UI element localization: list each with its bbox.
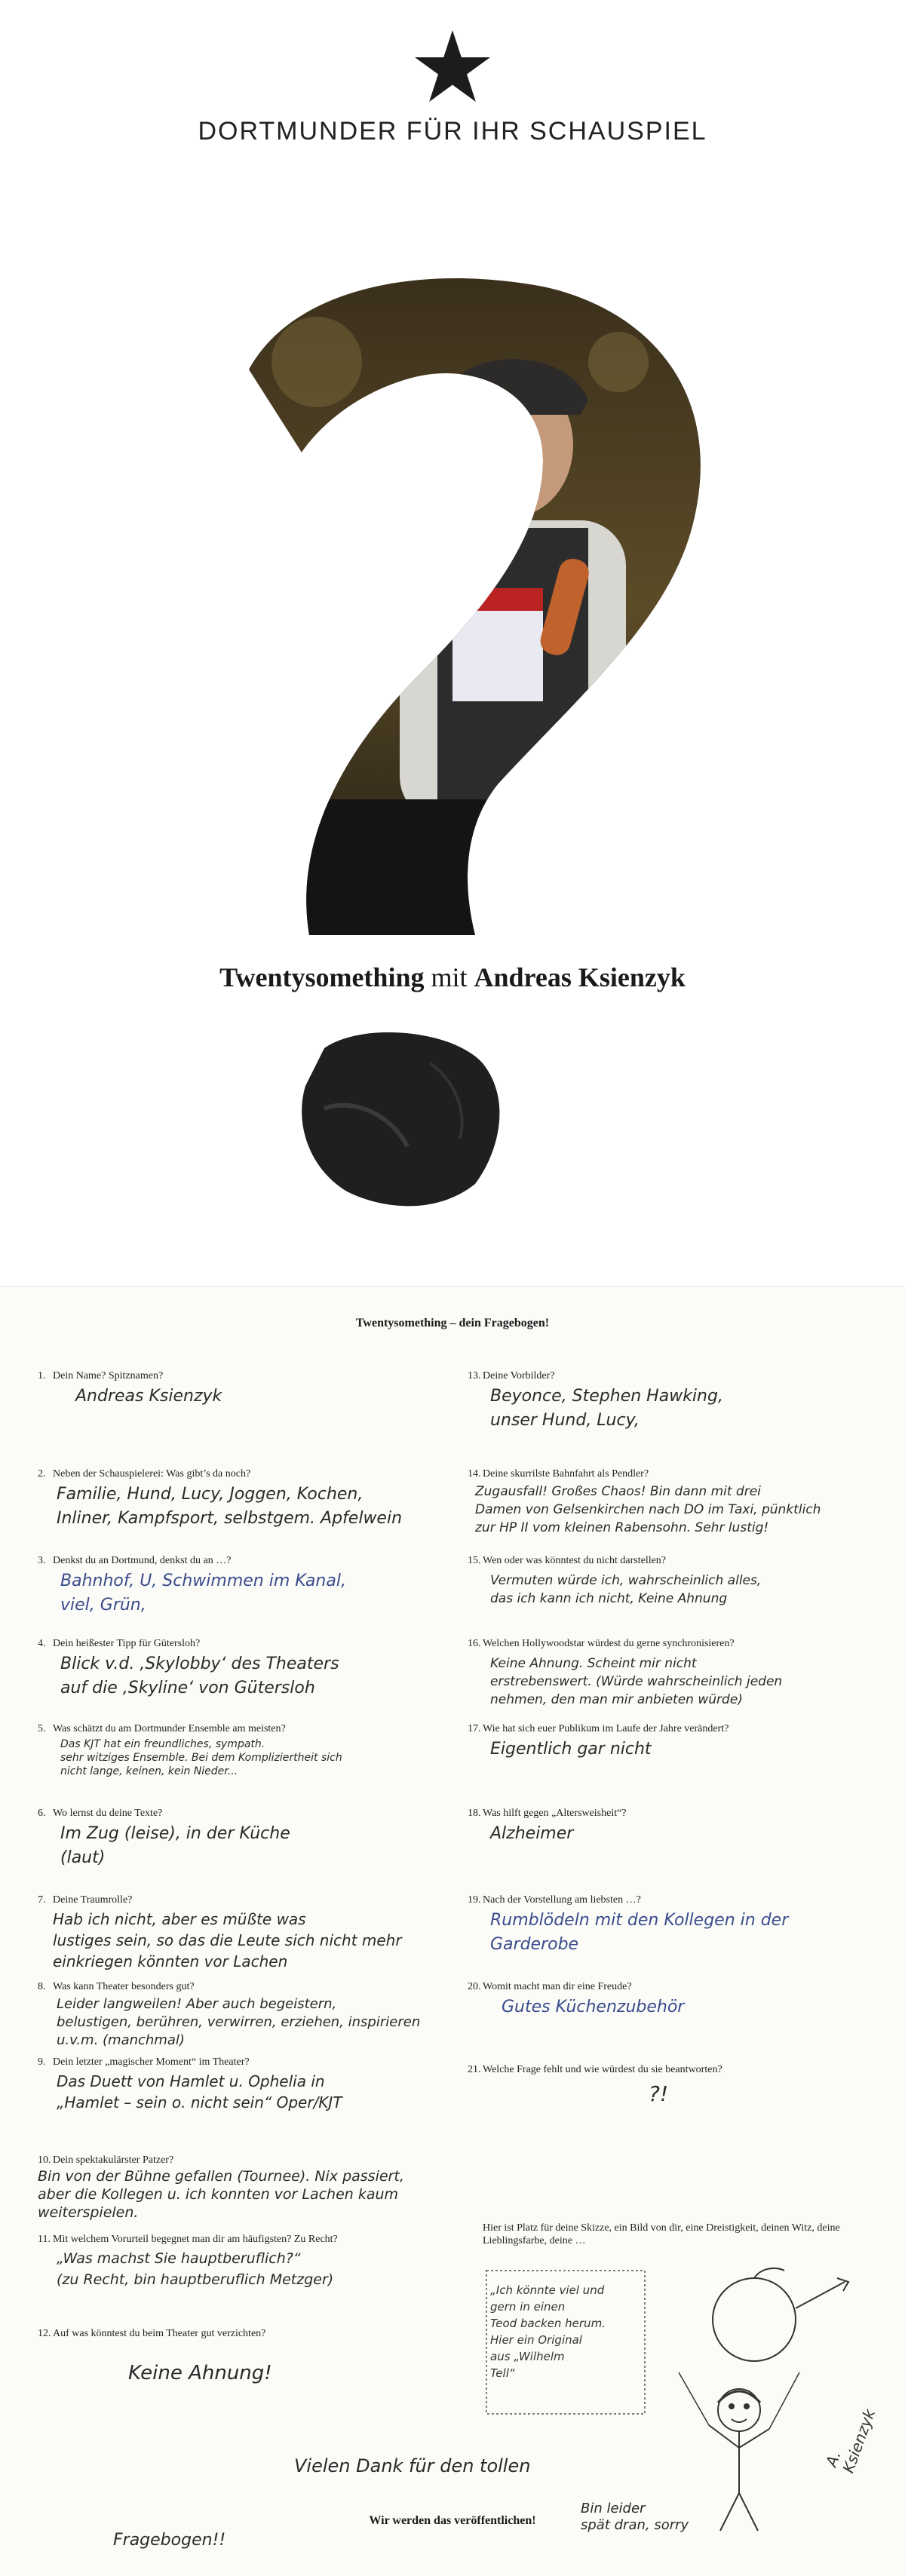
subtitle-title: Twentysomething — [219, 962, 425, 992]
answer-3: Bahnhof, U, Schwimmen im Kanal, viel, Grün, — [60, 1572, 346, 1615]
question-3: 3. Denkst du an Dortmund, denkst du an …? — [38, 1555, 232, 1566]
publish-note: Wir werden das veröffentlichen! — [369, 2514, 536, 2527]
answer-14: Zugausfall! Großes Chaos! Bin dann mit drei Damen von Gelsenkirchen nach DO im Taxi, pünktlich zur HP II vom kleinen Rabensohn. Sehr lustig! — [475, 1484, 821, 1535]
signature: A. Ksienzyk — [822, 2406, 879, 2476]
answer-20: Gutes Küchenzubehör — [502, 1998, 685, 2016]
question-5: 5. Was schätzt du am Dortmunder Ensemble am meisten? — [38, 1723, 286, 1734]
question-2: 2. Neben der Schauspielerei: Was gibt’s da noch? — [38, 1468, 251, 1480]
question-21: 21. Welche Frage fehlt und wie würdest du sie beantworten? — [468, 2064, 722, 2075]
thanks-line-1: Vielen Dank für den tollen — [294, 2455, 531, 2476]
answer-13: Beyonce, Stephen Hawking, unser Hund, Lucy, — [490, 1387, 723, 1430]
answer-11: „Was machst Sie hauptberuflich?“ (zu Recht, bin hauptberuflich Metzger) — [57, 2250, 334, 2288]
question-14: 14. Deine skurrilste Bahnfahrt als Pendler? — [468, 1468, 649, 1480]
answer-21: ?! — [649, 2081, 669, 2106]
answer-7: Hab ich nicht, aber es müßte was lustiges sein, so das die Leute sich nicht mehr einkriegen könnten vor Lachen — [53, 1910, 402, 1970]
hero-photo — [226, 271, 709, 943]
question-7: 7. Deine Traumrolle? — [38, 1894, 133, 1906]
question-19: 19. Nach der Vorstellung am liebsten …? — [468, 1894, 641, 1906]
answer-15: Vermuten würde ich, wahrscheinlich alles, das ich kann ich nicht, Keine Ahnung — [490, 1573, 762, 1606]
interview-subtitle — [0, 961, 905, 993]
question-13: 13. Deine Vorbilder? — [468, 1370, 555, 1382]
answer-1: Andreas Ksienzyk — [75, 1387, 222, 1406]
answer-5: Das KJT hat ein freundliches, sympath. sehr witziges Ensemble. Bei dem Kompliziertheit sich nicht lange, keinen, kein Nieder... — [60, 1738, 342, 1777]
question-15: 15. Wen oder was könntest du nicht darstellen? — [468, 1555, 667, 1566]
question-12: 12. Auf was könntest du beim Theater gut verzichten? — [38, 2328, 266, 2339]
question-18: 18. Was hilft gegen „Altersweisheit“? — [468, 1808, 627, 1819]
question-17: 17. Wie hat sich euer Publikum im Laufe der Jahre verändert? — [468, 1723, 729, 1734]
question-10: 10. Dein spektakulärster Patzer? — [38, 2154, 174, 2166]
sketch-note: „Ich könnte viel und gern in einen Teod backen herum. Hier ein Original aus „Wilhelm Tell“ — [490, 2283, 606, 2380]
answer-8: Leider langweilen! Aber auch begeistern, belustigen, berühren, verwirren, erziehen, inspirieren u.v.m. (manchmal) — [57, 1996, 421, 2048]
dark-blob-image — [294, 1026, 513, 1214]
question-1: 1. Dein Name? Spitznamen? — [38, 1370, 164, 1382]
question-9: 9. Dein letzter „magischer Moment“ im Theater? — [38, 2056, 250, 2068]
answer-10: Bin von der Bühne gefallen (Tournee). Nix passiert, aber die Kollegen u. ich konnten vor Lachen kaum weiterspielen. — [38, 2168, 404, 2221]
question-6: 6. Wo lernst du deine Texte? — [38, 1808, 163, 1819]
answer-2: Familie, Hund, Lucy, Joggen, Kochen, Inliner, Kampfsport, selbstgem. Apfelwein — [57, 1485, 403, 1528]
thanks-line-2: Fragebogen!! — [113, 2531, 226, 2550]
answer-18: Alzheimer — [490, 1824, 574, 1843]
subtitle-name: Andreas Ksienzyk — [474, 962, 686, 992]
answer-6: Im Zug (leise), in der Küche (laut) — [60, 1824, 290, 1867]
answer-17: Eigentlich gar nicht — [490, 1740, 652, 1759]
answer-4: Blick v.d. ‚Skylobby‘ des Theaters auf die ‚Skyline‘ von Gütersloh — [60, 1654, 339, 1697]
answer-16: Keine Ahnung. Scheint mir nicht erstrebenswert. (Würde wahrscheinlich jeden nehmen, den man mir anbieten würde) — [490, 1656, 783, 1707]
thanks-line-3: Bin leider spät dran, sorry — [581, 2501, 689, 2533]
questionnaire-title: Twentysomething – dein Fragebogen! — [355, 1317, 550, 1329]
answer-12: Keine Ahnung! — [128, 2362, 272, 2384]
subtitle-mit: mit — [424, 962, 474, 992]
question-8: 8. Was kann Theater besonders gut? — [38, 1981, 195, 1992]
question-16: 16. Welchen Hollywoodstar würdest du gerne synchronisieren? — [468, 1638, 735, 1649]
sketch-prompt: Hier ist Platz für deine Skizze, ein Bild von dir, eine Dreistigkeit, deinen Witz, deine Lieblingsfarbe, deine … — [483, 2222, 840, 2246]
question-20: 20. Womit macht man dir eine Freude? — [468, 1981, 632, 1992]
question-4: 4. Dein heißester Tipp für Gütersloh? — [38, 1638, 201, 1649]
question-11: 11. Mit welchem Vorurteil begegnet man dir am häufigsten? Zu Recht? — [38, 2234, 338, 2245]
answer-19: Rumblödeln mit den Kollegen in der Garderobe — [490, 1911, 789, 1954]
answer-9: Das Duett von Hamlet u. Ophelia in „Hamlet – sein o. nicht sein“ Oper/KJT — [57, 2072, 342, 2111]
star-icon — [415, 30, 490, 103]
questionnaire-sheet — [0, 1286, 905, 2576]
brand-title: DORTMUNDER FÜR IHR SCHAUSPIEL — [198, 117, 707, 146]
